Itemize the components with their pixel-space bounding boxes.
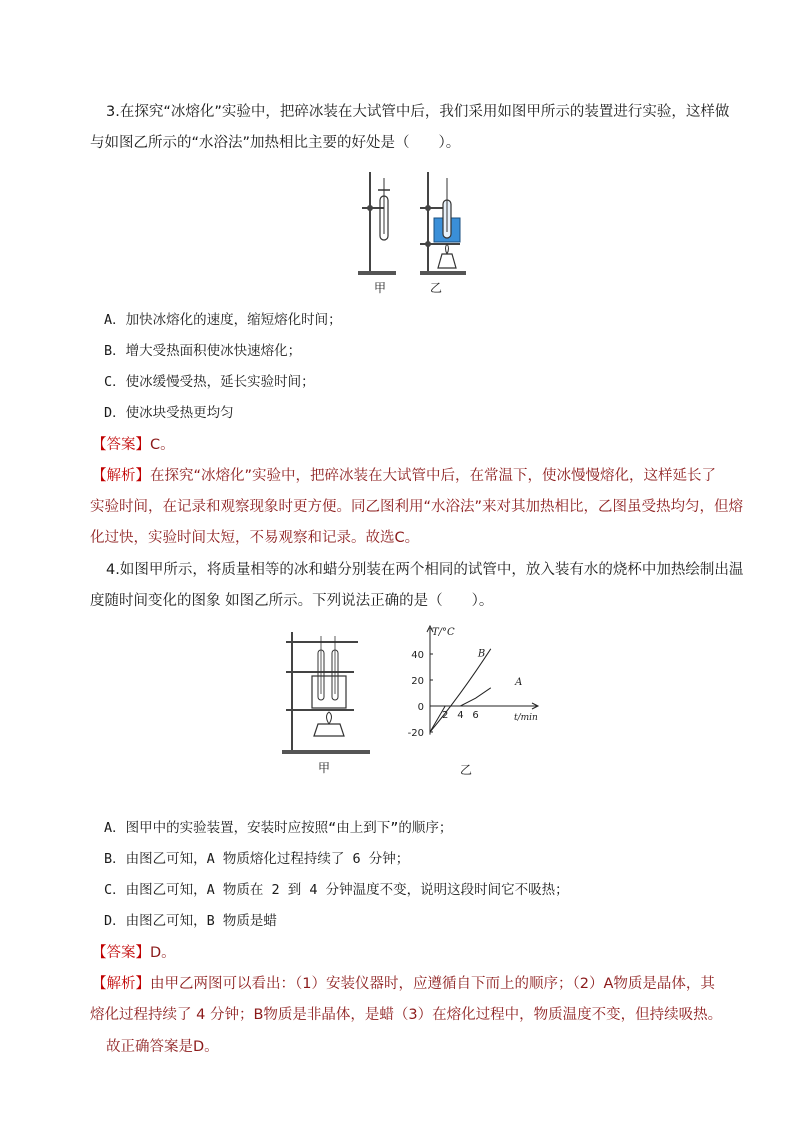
q3-option-c: C．使冰缓慢受热，延长实验时间； <box>104 374 315 390</box>
q4-option-c: C．由图乙可知，A 物质在 2 到 4 分钟温度不变，说明这段时间它不吸热； <box>104 882 569 898</box>
q3-option-a: A．加快冰熔化的速度，缩短熔化时间； <box>104 312 342 328</box>
q3-analysis-line3: 化过快，实验时间太短，不易观察和记录。故选C。 <box>90 530 420 546</box>
q4-option-a: A．图甲中的实验装置，安装时应按照“由上到下”的顺序； <box>104 820 453 836</box>
q3-option-b: B．增大受热面积使冰快速熔化； <box>104 343 302 359</box>
clamp-knob-a <box>367 205 373 211</box>
y-tick-label: 20 <box>411 676 424 687</box>
stand-base-a <box>358 271 396 275</box>
q4-temperature-chart <box>398 620 548 780</box>
fig-label-jia-q4: 甲 <box>318 761 331 775</box>
q4-analysis-line3: 故正确答案是D。 <box>106 1039 219 1055</box>
alcohol-lamp <box>314 724 344 736</box>
series-a-label: A <box>515 677 523 689</box>
x-axis-label: t/min <box>514 713 538 723</box>
q4-option-d: D．由图乙可知，B 物质是蜡 <box>104 913 277 929</box>
y-axis-label: T/°C <box>432 627 455 638</box>
fig-label-yi: 乙 <box>430 281 443 295</box>
beaker <box>312 676 346 708</box>
q4-option-b: B．由图乙可知，A 物质熔化过程持续了 6 分钟； <box>104 851 410 867</box>
q3-option-d: D．使冰块受热更均匀 <box>104 405 234 421</box>
analysis-tag: 【解析】 <box>92 468 150 484</box>
q4-stem-line2: 度随时间变化的图象 如图乙所示。下列说法正确的是（ ）。 <box>90 593 494 609</box>
q3-answer <box>92 435 175 455</box>
q3-analysis-line1: 【解析】在探究“冰熔化”实验中，把碎冰装在大试管中后，在常温下，使冰慢慢熔化，这样延长了 <box>92 468 717 484</box>
q3-stem-line2: 与如图乙所示的“水浴法”加热相比主要的好处是（ ）。 <box>90 135 461 151</box>
y-tick-label: -20 <box>407 728 424 739</box>
fig-label-yi-q4: 乙 <box>460 763 473 777</box>
q4-analysis-line2: 熔化过程持续了 4 分钟；B物质是非晶体，是蜡（3）在熔化过程中，物质温度不变，但持续吸热。 <box>90 1007 723 1023</box>
fig-label-jia: 甲 <box>374 281 387 295</box>
answer-tag: 【答案】 <box>92 437 150 453</box>
q4-stem-line1: 4.如图甲所示，将质量相等的冰和蜡分别装在两个相同的试管中，放入装有水的烧杯中加热绘制出温 <box>106 562 744 578</box>
q4-answer: 【答案】D。 <box>92 945 176 961</box>
answer-value: C。 <box>150 437 175 453</box>
q3-stem-line1: 3.在探究“冰熔化”实验中，把碎冰装在大试管中后，我们采用如图甲所示的装置进行实验，这样做 <box>106 104 730 120</box>
q3-analysis-line2: 实验时间，在记录和观察现象时更方便。同乙图利用“水浴法”来对其加热相比，乙图虽受热均匀，但熔 <box>90 499 744 515</box>
x-tick-label: 6 <box>472 710 479 721</box>
stand-base-b <box>420 271 466 275</box>
x-tick-label: 2 <box>442 710 449 721</box>
y-tick-label: 40 <box>411 650 424 661</box>
y-tick-label: 0 <box>417 702 424 713</box>
series-b-label: B <box>477 648 486 660</box>
q4-apparatus-figure <box>278 628 374 778</box>
x-tick-label: 4 <box>457 710 464 721</box>
q4-analysis-line1: 【解析】由甲乙两图可以看出：（1）安装仪器时，应遵循自下而上的顺序；（2）A物质是晶体，其 <box>92 976 715 992</box>
q3-apparatus-figure <box>350 168 480 298</box>
alcohol-lamp-b <box>438 254 456 268</box>
